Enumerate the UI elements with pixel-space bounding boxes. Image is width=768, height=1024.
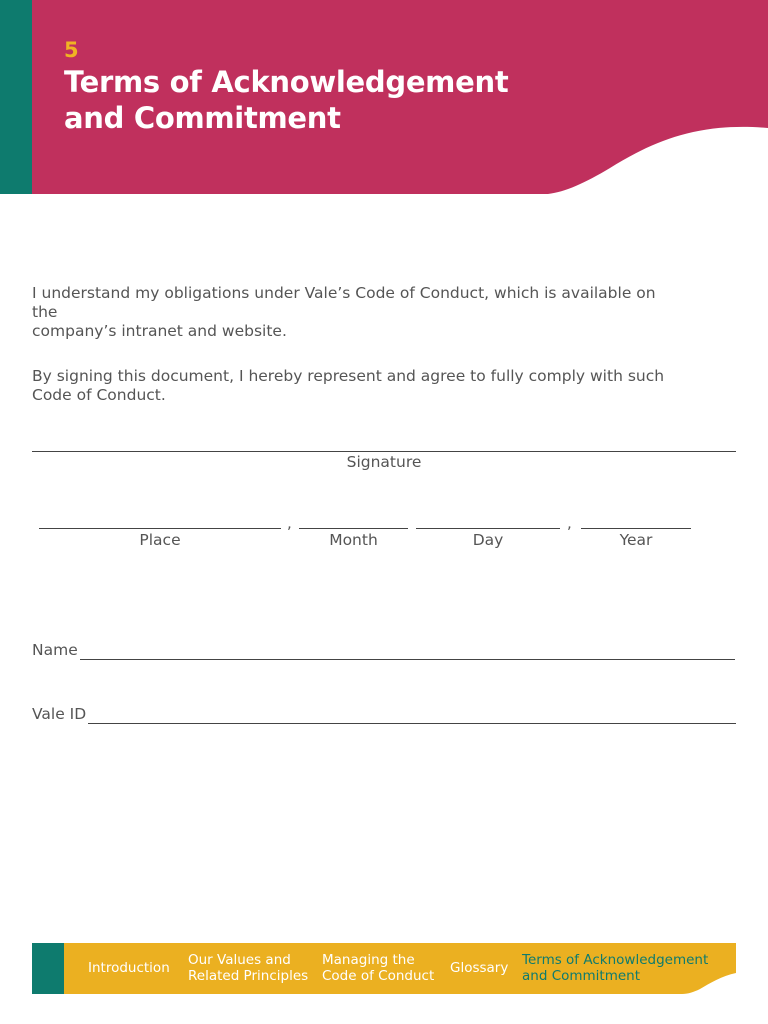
footer-nav [32,943,736,994]
section-number: 5 [64,38,79,62]
agreement-line2: Code of Conduct. [32,386,166,404]
nav-item-managing-code[interactable] [322,952,434,984]
nav-item-label: Glossary [450,960,509,976]
year-label: Year [619,531,653,549]
month-line[interactable] [299,528,408,529]
nav-item-label: Related Principles [188,968,309,984]
nav-item-label: Managing the [322,952,415,968]
nav-item-label: Our Values and [188,952,291,968]
nav-item-label: Introduction [88,960,170,976]
vale-id-label: Vale ID [32,705,87,723]
header-teal-strip [0,0,32,194]
nav-item-label: Terms of Acknowledgement [522,952,709,968]
signature-line[interactable] [32,451,736,452]
place-label: Place [139,531,181,549]
comma-separator: , [287,514,292,532]
obligations-paragraph [32,284,682,341]
page-title-line2: and Commitment [64,101,341,135]
obligations-line2: company’s intranet and website. [32,322,287,340]
nav-item-introduction[interactable] [88,960,170,976]
comma-separator: , [567,514,572,532]
nav-item-label: and Commitment [522,968,641,984]
day-label: Day [472,531,504,549]
footer-teal-block [32,943,64,994]
vale-id-line[interactable] [88,723,736,724]
name-label: Name [32,641,78,659]
page-title-line1: Terms of Acknowledgement [64,65,509,99]
nav-item-our-values[interactable] [188,952,308,984]
year-line[interactable] [581,528,691,529]
agreement-paragraph [32,367,682,405]
agreement-line1: By signing this document, I hereby represent and agree to fully comply with such [32,367,665,385]
name-line[interactable] [80,659,735,660]
day-line[interactable] [416,528,560,529]
signature-label: Signature [346,453,422,471]
nav-item-glossary[interactable] [450,960,508,976]
page-title [64,64,564,136]
nav-item-label: Code of Conduct [322,968,435,984]
place-line[interactable] [39,528,281,529]
month-label: Month [329,531,378,549]
obligations-line1: I understand my obligations under Vale’s Code of Conduct, which is available on the [32,284,656,321]
section-header [0,0,768,194]
nav-item-terms-active[interactable] [522,952,708,984]
